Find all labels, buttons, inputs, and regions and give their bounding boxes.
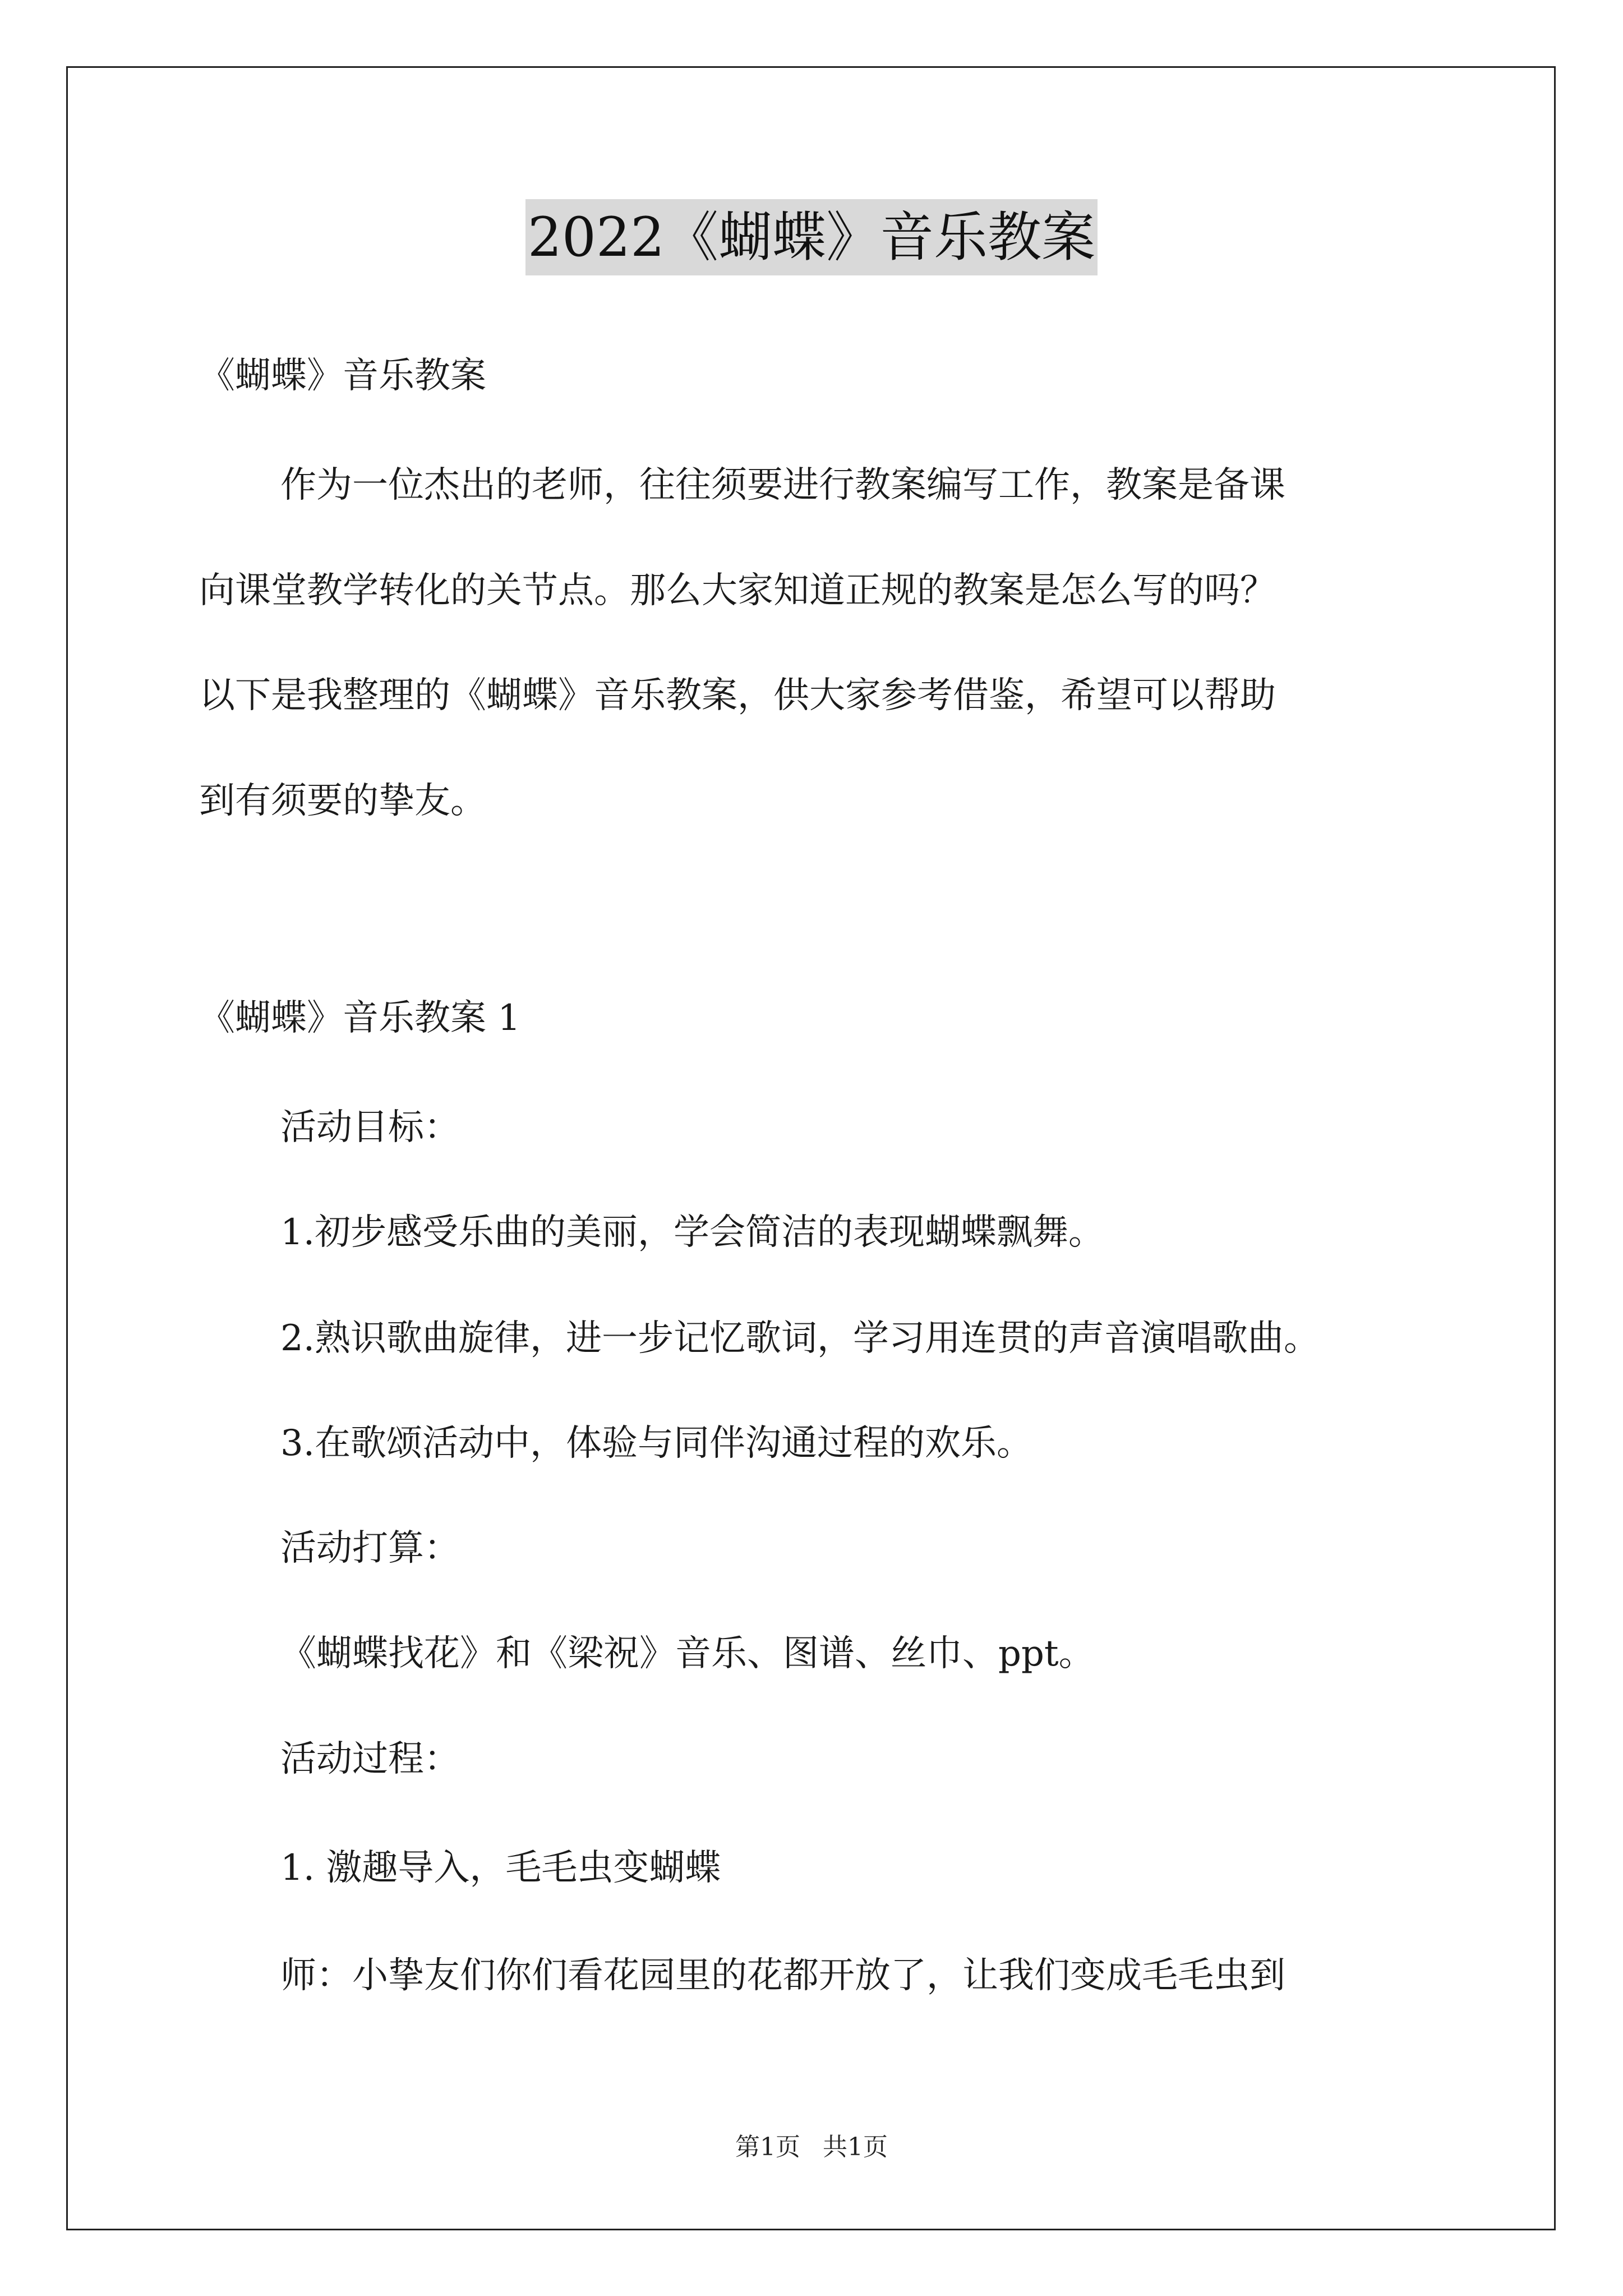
paragraph-line: 以下是我整理的《蝴蝶》音乐教案，供大家参考借鉴，希望可以帮助: [199, 675, 1276, 716]
paragraph-line: 活动过程：: [280, 1738, 460, 1780]
page-total: 共1页: [823, 2133, 888, 2161]
page-number: 第1页: [735, 2133, 800, 2161]
paragraph-line: 《蝴蝶找花》和《梁祝》音乐、图谱、丝巾、ppt。: [280, 1633, 1095, 1674]
page-footer: [0, 2132, 1623, 2163]
paragraph-line: 到有须要的挚友。: [199, 780, 486, 822]
paragraph-line: 活动目标：: [280, 1107, 460, 1148]
title-container: [0, 199, 1623, 275]
section-heading: 《蝴蝶》音乐教案 1: [199, 997, 521, 1039]
paragraph-line: 2.熟识歌曲旋律，进一步记忆歌词，学习用连贯的声音演唱歌曲。: [280, 1318, 1320, 1359]
paragraph-line: 向课堂教学转化的关节点。那么大家知道正规的教案是怎么写的吗？: [199, 570, 1276, 611]
paragraph-line: 师：小挚友们你们看花园里的花都开放了，让我们变成毛毛虫到: [280, 1955, 1285, 1996]
section-heading: 《蝴蝶》音乐教案: [199, 355, 486, 397]
paragraph-line: 3.在歌颂活动中，体验与同伴沟通过程的欢乐。: [280, 1423, 1033, 1464]
paragraph-line: 活动打算：: [280, 1527, 460, 1569]
paragraph-line: 1.初步感受乐曲的美丽，学会简洁的表现蝴蝶飘舞。: [280, 1212, 1105, 1253]
paragraph-line: 1. 激趣导入，毛毛虫变蝴蝶: [280, 1847, 721, 1889]
document-title: 2022《蝴蝶》音乐教案: [525, 199, 1098, 275]
paragraph-line: 作为一位杰出的老师，往往须要进行教案编写工作，教案是备课: [280, 464, 1285, 506]
